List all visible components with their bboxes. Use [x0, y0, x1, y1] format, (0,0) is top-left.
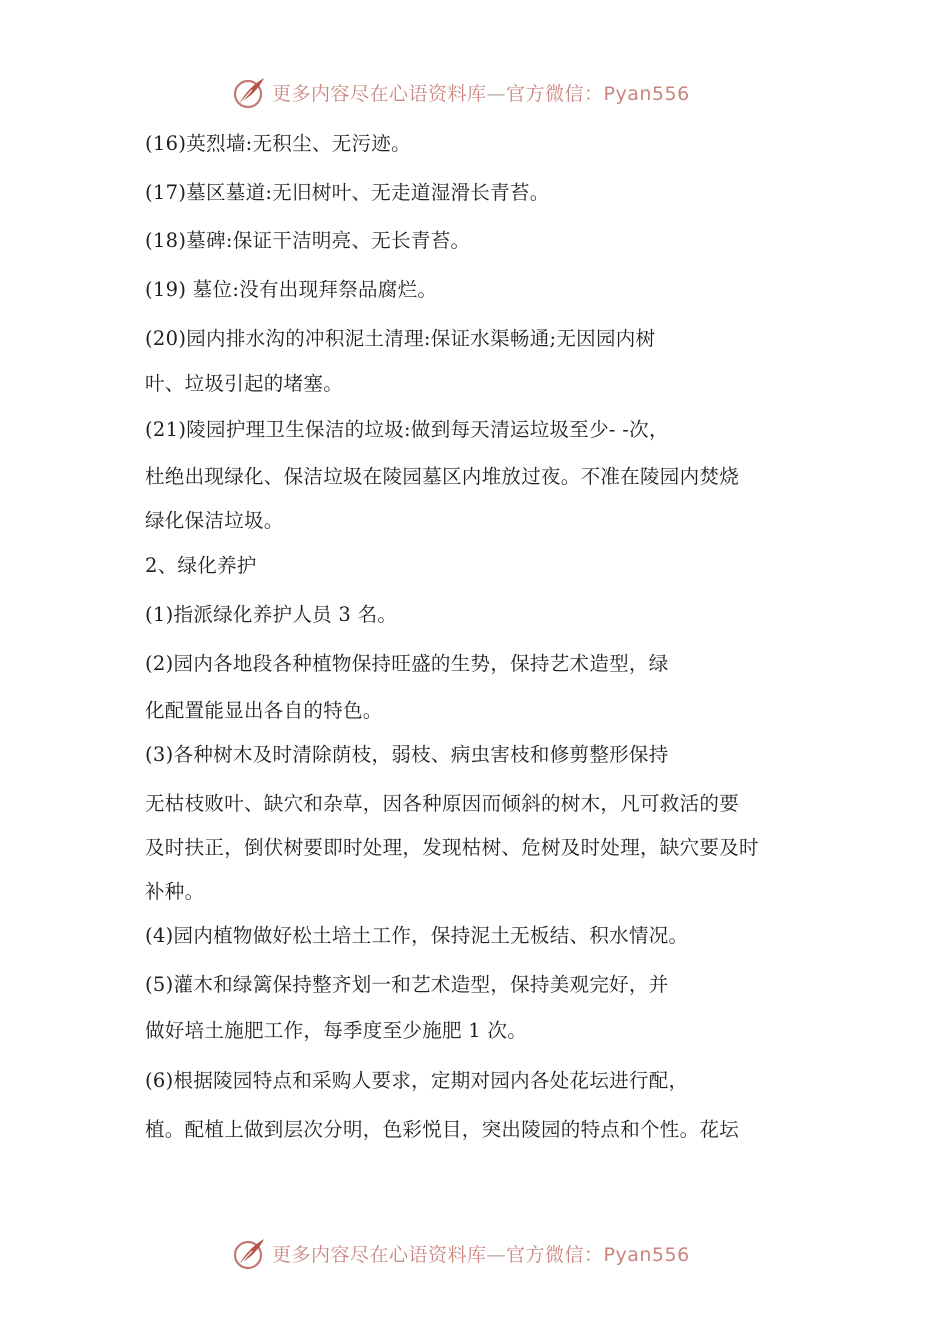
- text-line: (2)园内各地段各种植物保持旺盛的生势，保持艺术造型，绿: [145, 652, 669, 675]
- footer-watermark: [232, 1233, 752, 1273]
- text-line: 杜绝出现绿化、保洁垃圾在陵园墓区内堆放过夜。不准在陵园内焚烧: [145, 465, 740, 488]
- text-line: 无枯枝败叶、缺穴和杂草，因各种原因而倾斜的树木，凡可救活的要: [145, 792, 740, 815]
- quill-logo-icon: [232, 1235, 268, 1271]
- header-watermark: [232, 72, 752, 112]
- text-line: (3)各种树木及时清除荫枝，弱枝、病虫害枝和修剪整形保持: [145, 743, 669, 766]
- text-line: (4)园内植物做好松土培土工作，保持泥土无板结、积水情况。: [145, 924, 689, 947]
- dash: —: [486, 82, 507, 105]
- text-line: (1)指派绿化养护人员 3 名。: [145, 603, 398, 626]
- text-line: 叶、垃圾引起的堵塞。: [145, 372, 344, 395]
- text-line: 化配置能显出各自的特色。: [145, 699, 383, 722]
- text-line: 及时扶正，倒伏树要即时处理，发现枯树、危树及时处理，缺穴要及时: [145, 836, 759, 859]
- text-line: (5)灌木和绿篱保持整齐划一和艺术造型，保持美观完好，并: [145, 973, 669, 996]
- wechat-label: 官方微信：: [506, 1243, 604, 1266]
- text-line: (21)陵园护理卫生保洁的垃圾:做到每天清运垃圾至少- -次，: [145, 418, 669, 441]
- text-line: 植。配植上做到层次分明，色彩悦目，突出陵园的特点和个性。花坛: [145, 1118, 740, 1141]
- quill-logo-icon: [232, 74, 268, 110]
- text-line: 绿化保洁垃圾。: [145, 509, 284, 532]
- text-line: (6)根据陵园特点和采购人要求，定期对园内各处花坛进行配，: [145, 1069, 689, 1092]
- text-line: (17)墓区墓道:无旧树叶、无走道湿滑长青苔。: [145, 181, 550, 204]
- text-line: (19) 墓位:没有出现拜祭品腐烂。: [145, 278, 438, 301]
- text-line: 做好培土施肥工作，每季度至少施肥 1 次。: [145, 1019, 528, 1042]
- wechat-id: Pyan556: [603, 82, 690, 105]
- text-line: (18)墓碑:保证干洁明亮、无长青苔。: [145, 229, 471, 252]
- text-line: (20)园内排水沟的冲积泥土清理:保证水渠畅通;无因园内树: [145, 327, 656, 350]
- section-heading: 2、绿化养护: [145, 554, 257, 577]
- wechat-label: 官方微信：: [506, 82, 604, 105]
- wechat-id: Pyan556: [603, 1243, 690, 1266]
- text-line: 补种。: [145, 880, 205, 903]
- site-text: 更多内容尽在心语资料库: [272, 1243, 487, 1266]
- site-text: 更多内容尽在心语资料库: [272, 82, 487, 105]
- dash: —: [486, 1243, 507, 1266]
- text-line: (16)英烈墙:无积尘、无污迹。: [145, 132, 411, 155]
